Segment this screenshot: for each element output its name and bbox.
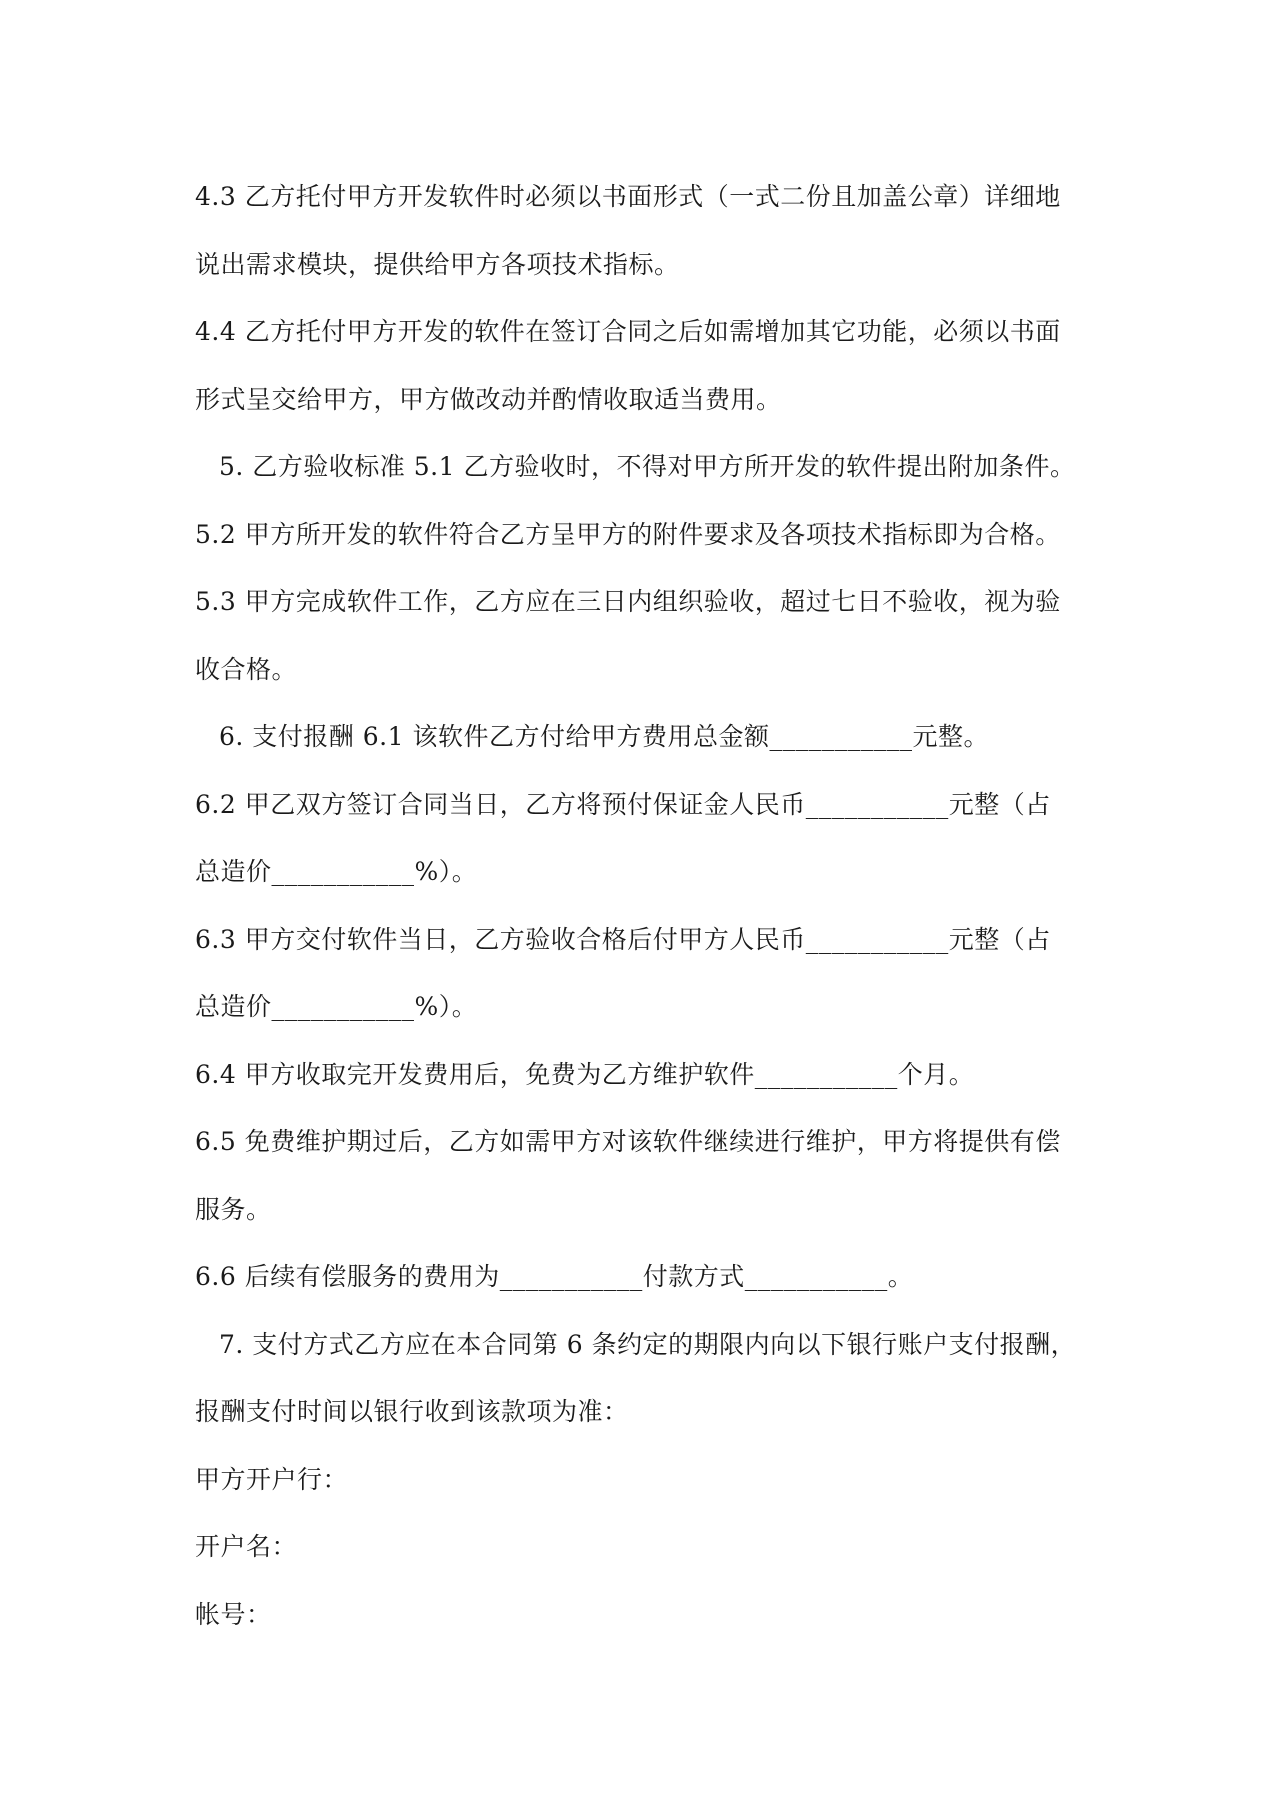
text-line: 5.3 甲方完成软件工作，乙方应在三日内组织验收，超过七日不验收，视为验: [195, 587, 1061, 616]
section-heading-line: 7. 支付方式乙方应在本合同第 6 条约定的期限内向以下银行账户支付报酬，: [219, 1329, 1077, 1359]
text-line: 5.2 甲方所开发的软件符合乙方呈甲方的附件要求及各项技术指标即为合格。: [195, 519, 1061, 549]
text-line: 4.4 乙方托付甲方开发的软件在签订合同之后如需增加其它功能，必须以书面: [195, 317, 1061, 346]
text-line: 报酬支付时间以银行收到该款项为准：: [195, 1397, 629, 1426]
text-line: 总造价___________%）。: [195, 857, 478, 886]
text-line: 形式呈交给甲方，甲方做改动并酌情收取适当费用。: [195, 384, 782, 414]
text-line: 服务。: [195, 1194, 272, 1224]
text-line: 总造价___________%）。: [195, 992, 478, 1021]
account-number-line: 帐号：: [195, 1599, 272, 1629]
text-line: 说出需求模块，提供给甲方各项技术指标。: [195, 249, 680, 279]
bank-field-line: 甲方开户行：: [195, 1464, 349, 1494]
section-heading-line: 5. 乙方验收标准 5.1 乙方验收时，不得对甲方所开发的软件提出附加条件。: [219, 452, 1076, 481]
text-line: 6.3 甲方交付软件当日，乙方验收合格后付甲方人民币___________元整（占: [195, 924, 1051, 954]
account-name-line: 开户名：: [195, 1532, 298, 1561]
text-line: 4.3 乙方托付甲方开发软件时必须以书面形式（一式二份且加盖公章）详细地: [195, 182, 1061, 211]
text-line: 6.5 免费维护期过后，乙方如需甲方对该软件继续进行维护，甲方将提供有偿: [195, 1127, 1061, 1156]
section-heading-line: 6. 支付报酬 6.1 该软件乙方付给甲方费用总金额___________元整。: [219, 722, 989, 751]
document-page: [195, 163, 1075, 1648]
text-line: 收合格。: [195, 654, 298, 684]
text-line: 6.6 后续有偿服务的费用为___________付款方式___________。: [195, 1262, 914, 1291]
text-line: 6.2 甲乙双方签订合同当日，乙方将预付保证金人民币___________元整（占: [195, 789, 1051, 819]
text-line: 6.4 甲方收取完开发费用后，免费为乙方维护软件___________个月。: [195, 1059, 975, 1089]
